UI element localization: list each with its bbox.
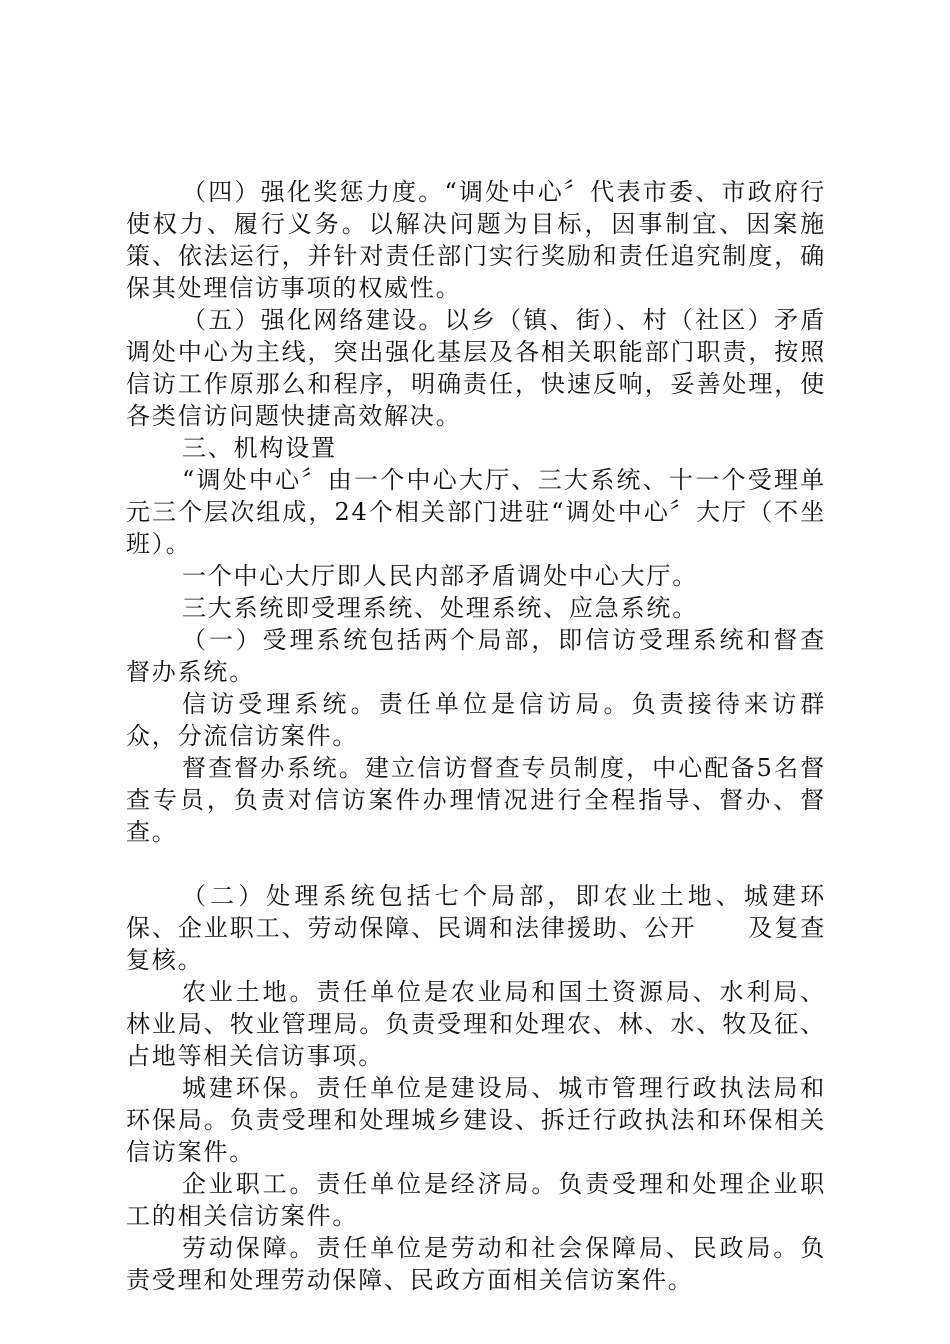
paragraph-gap	[126, 848, 826, 880]
paragraph-reception-system: （一）受理系统包括两个局部，即信访受理系统和督查督办系统。	[126, 626, 826, 686]
paragraph-supervision: 督查督办系统。建立信访督查专员制度，中心配备5名督查专员，负责对信访案件办理情况进行全程指导、督办、督查。	[126, 754, 826, 846]
paragraph-labor-security: 劳动保障。责任单位是劳动和社会保障局、民政局。负责受理和处理劳动保障、民政方面相关信访案件。	[126, 1234, 826, 1294]
document-page	[126, 176, 826, 1296]
paragraph-section-5: （五）强化网络建设。以乡（镇、街）、村（社区）矛盾调处中心为主线，突出强化基层及各相关职能部门职责，按照信访工作原那么和程序，明确责任，快速反响，妥善处理，使各类信访问题快捷高效解决。	[126, 306, 826, 430]
paragraph-section-4: （四）强化奖惩力度。“调处中心〞代表市委、市政府行使权力、履行义务。以解决问题为目标，因事制宜、因案施策、依法运行，并针对责任部门实行奖励和责任追究制度，确保其处理信访事项的权威性。	[126, 178, 826, 302]
paragraph-central-hall: 一个中心大厅即人民内部矛盾调处中心大厅。	[182, 562, 698, 590]
heading-organization: 三、机构设置	[182, 434, 337, 462]
paragraph-structure: “调处中心〞由一个中心大厅、三大系统、十一个受理单元三个层次组成，24个相关部门进驻“调处中心〞大厅（不坐班）。	[126, 466, 826, 558]
paragraph-three-systems: 三大系统即受理系统、处理系统、应急系统。	[182, 594, 698, 622]
paragraph-agriculture-land: 农业土地。责任单位是农业局和国土资源局、水利局、林业局、牧业管理局。负责受理和处理农、林、水、牧及征、占地等相关信访事项。	[126, 978, 826, 1070]
paragraph-urban-environment: 城建环保。责任单位是建设局、城市管理行政执法局和环保局。负责受理和处理城乡建设、拆迁行政执法和环保相关信访案件。	[126, 1074, 826, 1166]
paragraph-enterprise-workers: 企业职工。责任单位是经济局。负责受理和处理企业职工的相关信访案件。	[126, 1170, 826, 1230]
paragraph-processing-system: （二）处理系统包括七个局部，即农业土地、城建环保、企业职工、劳动保障、民调和法律援助、公开 及复查复核。	[126, 882, 826, 974]
paragraph-petition-reception: 信访受理系统。责任单位是信访局。负责接待来访群众，分流信访案件。	[126, 690, 826, 750]
